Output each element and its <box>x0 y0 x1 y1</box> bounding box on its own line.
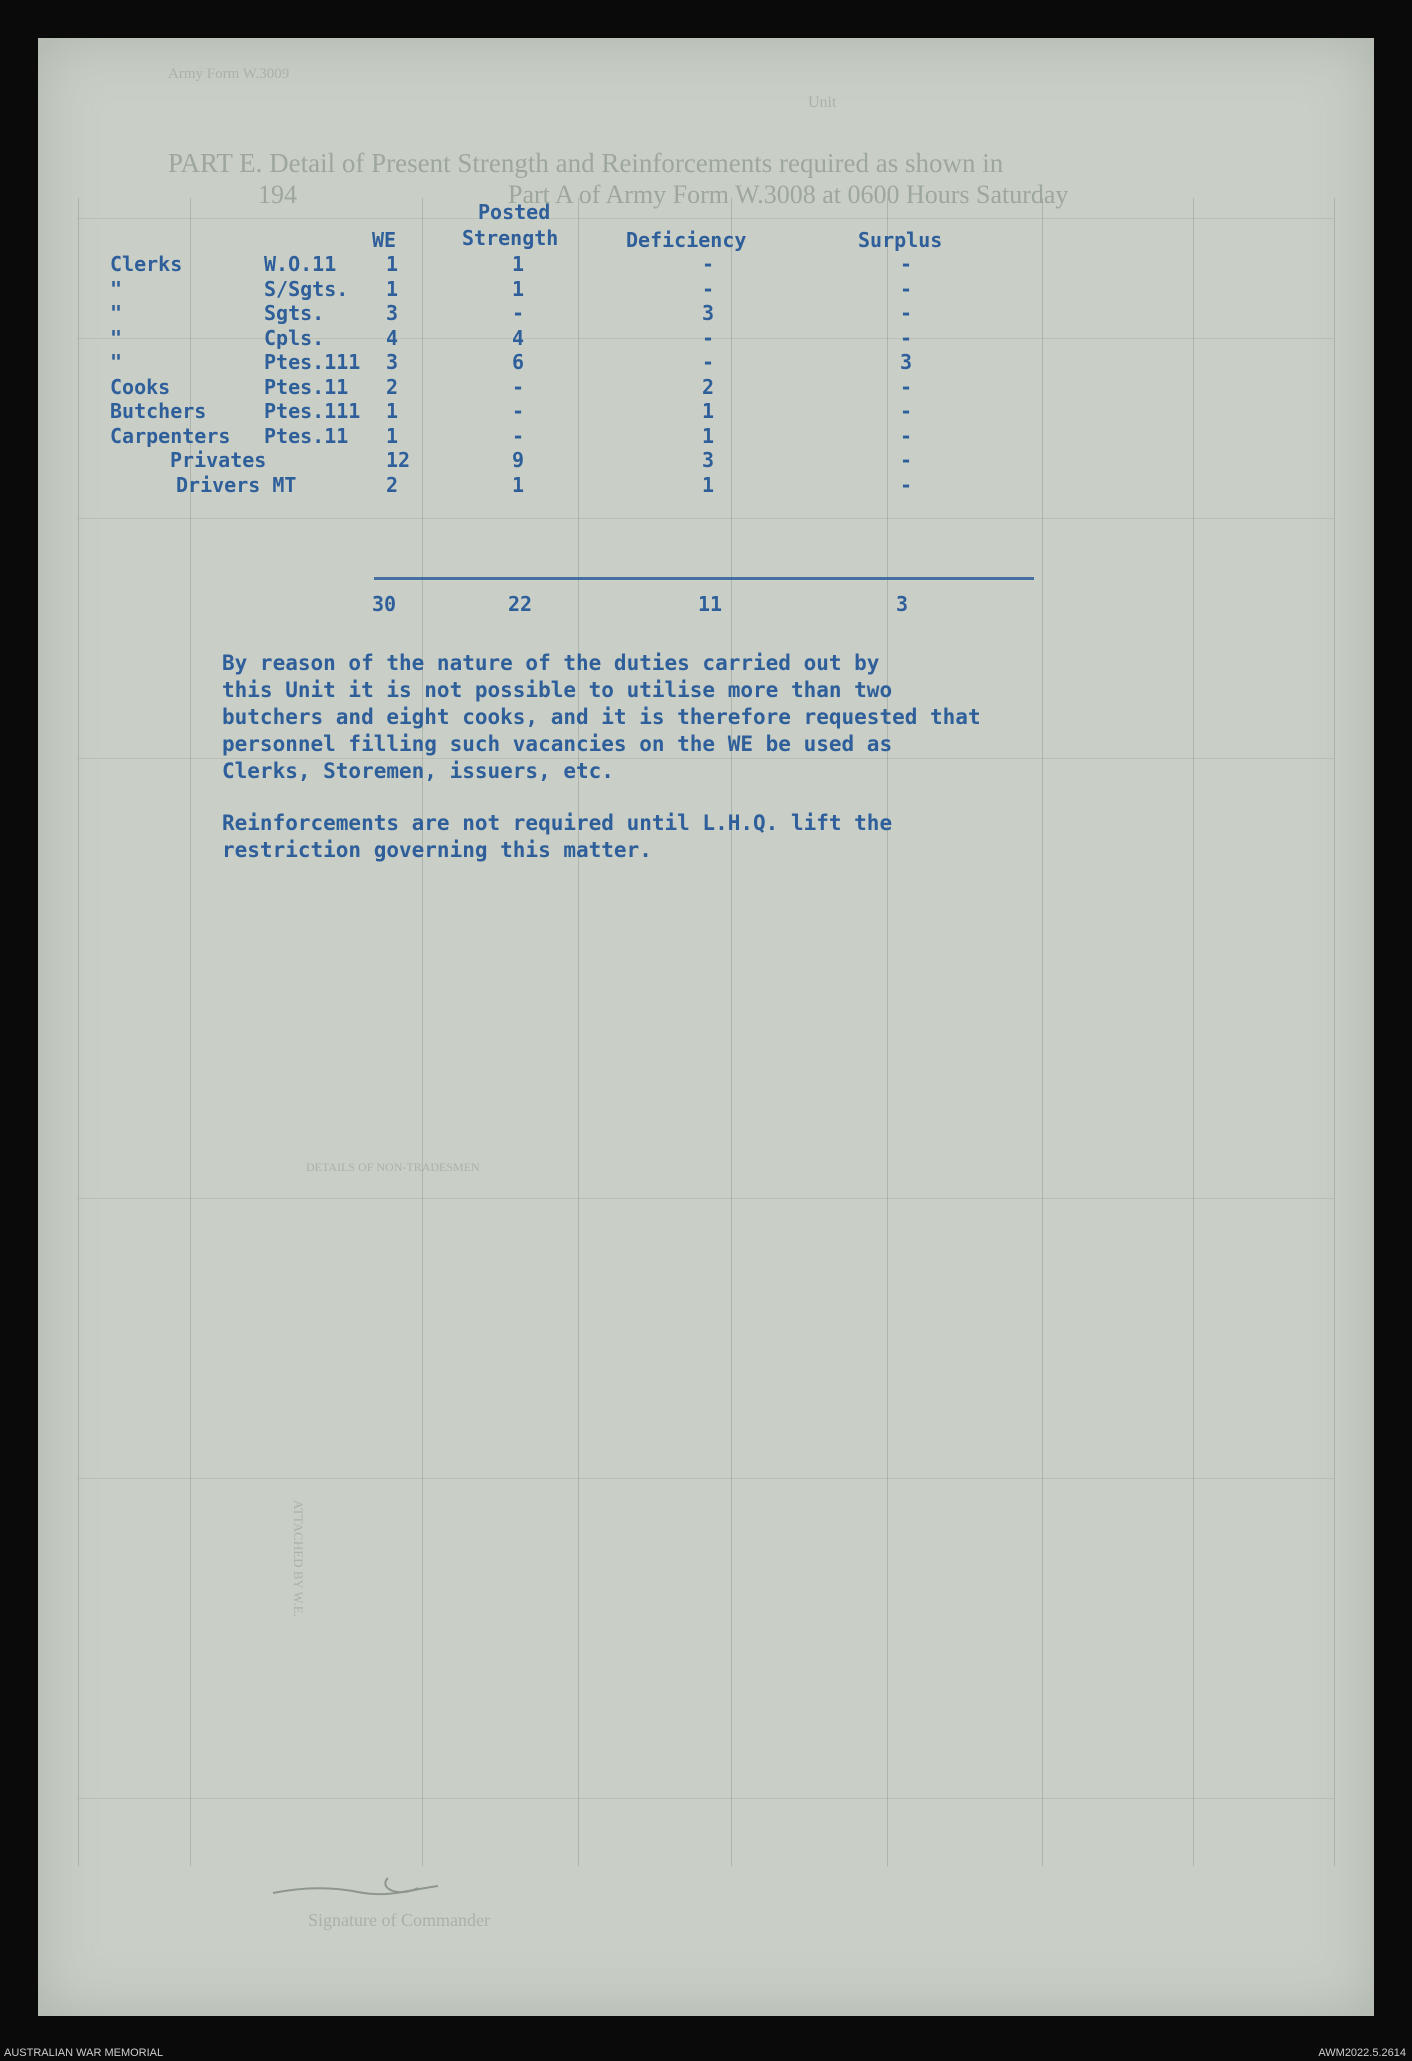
row-strength: 1 <box>512 252 525 276</box>
row-deficiency: - <box>702 325 715 350</box>
note-line: butchers and eight cooks, and it is therefore requested that <box>222 705 981 729</box>
header-surplus: Surplus <box>858 228 943 252</box>
commander-signature <box>268 1868 448 1908</box>
row-deficiency: - <box>702 276 715 301</box>
total-deficiency: 11 <box>698 592 723 616</box>
row-group: Privates <box>170 448 267 472</box>
total-strength: 22 <box>508 592 533 616</box>
row-group: Butchers <box>110 399 207 423</box>
row-rank: Ptes.11 <box>264 423 349 448</box>
row-surplus: - <box>900 252 913 276</box>
row-we: 1 <box>386 399 399 423</box>
row-surplus: - <box>900 276 913 301</box>
document-page <box>38 38 1374 2016</box>
footer-left: AUSTRALIAN WAR MEMORIAL <box>4 2047 164 2059</box>
header-posted: Posted <box>478 200 551 224</box>
row-deficiency: 1 <box>702 472 715 497</box>
attached-label: ATTACHED BY W.E. <box>291 1500 306 1617</box>
note-line: Clerks, Storemen, issuers, etc. <box>222 759 614 783</box>
form-reference: Army Form W.3009 <box>168 66 290 82</box>
header-deficiency: Deficiency <box>626 228 747 252</box>
row-deficiency: - <box>702 350 715 374</box>
row-surplus: - <box>900 472 913 497</box>
row-group: Drivers MT <box>176 472 297 497</box>
row-deficiency: 3 <box>702 448 715 472</box>
note-paragraph-1 <box>222 650 981 785</box>
row-we: 1 <box>386 276 399 301</box>
row-deficiency: - <box>702 252 715 276</box>
row-rank: Cpls. <box>264 325 325 350</box>
row-surplus: 3 <box>900 350 913 374</box>
row-strength: 9 <box>512 448 525 472</box>
row-surplus: - <box>900 301 913 325</box>
row-rank: Ptes.111 <box>264 350 361 374</box>
row-deficiency: 3 <box>702 301 715 325</box>
form-title-line2: Part A of Army Form W.3008 at 0600 Hours Saturday <box>508 180 1069 209</box>
total-surplus: 3 <box>896 592 909 616</box>
row-group: " <box>110 276 123 301</box>
note-paragraph-2 <box>222 810 892 864</box>
row-rank: S/Sgts. <box>264 276 349 301</box>
row-group: " <box>110 301 123 325</box>
row-deficiency: 1 <box>702 399 715 423</box>
row-strength: - <box>512 399 525 423</box>
row-deficiency: 2 <box>702 374 715 399</box>
row-surplus: - <box>900 423 913 448</box>
form-year: 194 <box>258 180 297 209</box>
note-line: personnel filling such vacancies on the WE be used as <box>222 732 893 756</box>
row-rank: Ptes.11 <box>264 374 349 399</box>
row-we: 3 <box>386 301 399 325</box>
row-group: Carpenters <box>110 423 231 448</box>
row-group: " <box>110 350 123 374</box>
total-we: 30 <box>372 592 397 616</box>
row-we: 12 <box>386 448 411 472</box>
row-group: Cooks <box>110 374 171 399</box>
row-strength: 6 <box>512 350 525 374</box>
note-line: By reason of the nature of the duties carried out by <box>222 651 880 675</box>
row-we: 1 <box>386 423 399 448</box>
row-rank: W.O.11 <box>264 252 337 276</box>
row-we: 4 <box>386 325 399 350</box>
row-we: 3 <box>386 350 399 374</box>
footer-right: AWM2022.5.2614 <box>1318 2047 1406 2059</box>
note-line: this Unit it is not possible to utilise more than two <box>222 678 893 702</box>
row-strength: 1 <box>512 472 525 497</box>
row-group: Clerks <box>110 252 183 276</box>
form-title-line1: PART E. Detail of Present Strength and Reinforcements required as shown in <box>168 148 1004 178</box>
row-strength: 4 <box>512 325 525 350</box>
note-line: restriction governing this matter. <box>222 838 652 862</box>
row-strength: - <box>512 374 525 399</box>
row-we: 2 <box>386 472 399 497</box>
signature-label: Signature of Commander <box>308 1910 490 1930</box>
header-strength: Strength <box>462 226 559 250</box>
header-we: WE <box>372 228 397 252</box>
row-strength: 1 <box>512 276 525 301</box>
row-rank: Sgts. <box>264 301 325 325</box>
row-we: 2 <box>386 374 399 399</box>
row-deficiency: 1 <box>702 423 715 448</box>
note-line: Reinforcements are not required until L.H.Q. lift the <box>222 811 893 835</box>
row-surplus: - <box>900 325 913 350</box>
row-strength: - <box>512 423 525 448</box>
row-we: 1 <box>386 252 399 276</box>
row-strength: - <box>512 301 525 325</box>
row-rank: Ptes.111 <box>264 399 361 423</box>
row-group: " <box>110 325 123 350</box>
unit-label: Unit <box>808 94 837 111</box>
row-surplus: - <box>900 448 913 472</box>
row-surplus: - <box>900 374 913 399</box>
non-tradesmen-label: DETAILS OF NON-TRADESMEN <box>306 1160 480 1174</box>
row-surplus: - <box>900 399 913 423</box>
totals-rule <box>374 577 1034 580</box>
